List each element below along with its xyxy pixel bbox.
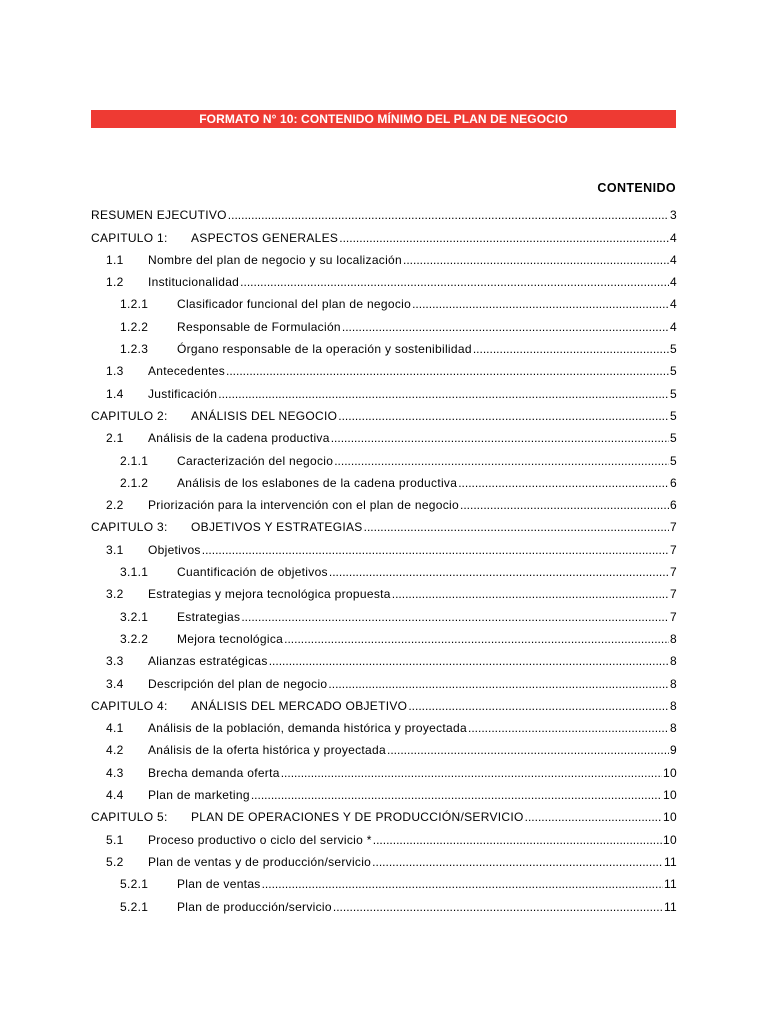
toc-entry-page: 7: [670, 609, 677, 624]
toc-entry-page: 8: [670, 631, 677, 646]
toc-entry-number: 2.1.1: [120, 453, 149, 468]
toc-entry-page: 7: [670, 587, 677, 602]
toc-entry-page: 8: [670, 721, 677, 736]
toc-entry[interactable]: [91, 601, 677, 623]
toc-entry[interactable]: [91, 311, 677, 333]
toc-entry[interactable]: [91, 579, 677, 601]
toc-entry-title: Proceso productivo o ciclo del servicio *: [148, 832, 372, 847]
toc-leader-dots: [269, 654, 669, 668]
toc-entry-title: Alianzas estratégicas: [148, 654, 268, 669]
toc-leader-dots: [262, 877, 663, 891]
form-title-banner: FORMATO N° 10: CONTENIDO MÍNIMO DEL PLAN DE NEGOCIO: [91, 110, 676, 128]
toc-entry-title: Cuantificación de objetivos: [177, 565, 328, 580]
toc-entry-title: Priorización para la intervención con el plan de negocio: [148, 498, 459, 513]
toc-entry-number: 1.1: [106, 252, 124, 267]
toc-entry-title: Estrategias y mejora tecnológica propuesta: [148, 587, 391, 602]
toc-entry-title: Caracterización del negocio: [177, 453, 334, 468]
toc-entry-page: 4: [670, 319, 677, 334]
toc-entry-number: 3.2.2: [120, 631, 149, 646]
toc-entry-page: 10: [663, 765, 677, 780]
toc-entry[interactable]: [91, 334, 677, 356]
toc-entry-title: Análisis de la oferta histórica y proyectada: [148, 743, 386, 758]
toc-entry-number: 2.2: [106, 498, 124, 513]
toc-entry[interactable]: [91, 557, 677, 579]
toc-entry-page: 10: [663, 810, 677, 825]
toc-entry-page: 5: [670, 408, 677, 423]
toc-entry-number: 1.2: [106, 275, 124, 290]
toc-entry-page: 8: [670, 698, 677, 713]
toc-entry-number: CAPITULO 1:: [91, 230, 168, 245]
toc-entry-page: 7: [670, 542, 677, 557]
toc-leader-dots: [329, 565, 669, 579]
toc-entry[interactable]: [91, 534, 677, 556]
toc-entry-title: Clasificador funcional del plan de negocio: [177, 297, 412, 312]
toc-entry-title: Antecedentes: [148, 364, 225, 379]
toc-entry-page: 5: [670, 342, 677, 357]
toc-entry-title: Brecha demanda oferta: [148, 765, 280, 780]
toc-entry-number: 4.2: [106, 743, 124, 758]
toc-leader-dots: [281, 766, 662, 780]
toc-leader-dots: [218, 387, 669, 401]
toc-entry-title: Nombre del plan de negocio y su localización: [148, 252, 403, 267]
toc-leader-dots: [473, 342, 669, 356]
toc-entry-title: PLAN DE OPERACIONES Y DE PRODUCCIÓN/SERVICIO: [191, 810, 524, 825]
toc-leader-dots: [403, 253, 669, 267]
toc-leader-dots: [228, 208, 669, 222]
toc-entry-page: 7: [670, 520, 677, 535]
toc-entry[interactable]: [91, 356, 677, 378]
toc-entry-title: Objetivos: [148, 542, 201, 557]
toc-heading: CONTENIDO: [597, 181, 676, 195]
toc-entry-page: 6: [670, 475, 677, 490]
toc-entry-title: Órgano responsable de la operación y sostenibilidad: [177, 342, 472, 357]
toc-entry-page: 8: [670, 654, 677, 669]
toc-entry-number: 3.1.1: [120, 565, 149, 580]
toc-entry-number: 1.3: [106, 364, 124, 379]
toc-entry[interactable]: [91, 423, 677, 445]
toc-entry-number: 3.4: [106, 676, 124, 691]
toc-leader-dots: [373, 833, 662, 847]
toc-leader-dots: [525, 810, 662, 824]
toc-entry[interactable]: [91, 713, 677, 735]
toc-entry-title: Institucionalidad: [148, 275, 240, 290]
toc-entry[interactable]: [91, 490, 677, 512]
toc-entry-number: CAPITULO 4:: [91, 698, 168, 713]
toc-entry-page: 10: [663, 788, 677, 803]
toc-leader-dots: [458, 476, 669, 490]
toc-entry[interactable]: [91, 245, 677, 267]
toc-entry-title: Descripción del plan de negocio: [148, 676, 328, 691]
toc-leader-dots: [408, 699, 669, 713]
toc-entry-page: 8: [670, 676, 677, 691]
toc-entry[interactable]: [91, 646, 677, 668]
toc-entry-number: CAPITULO 2:: [91, 408, 168, 423]
toc-entry[interactable]: [91, 512, 677, 534]
toc-entry[interactable]: [91, 200, 677, 222]
toc-entry[interactable]: [91, 869, 677, 891]
toc-entry-number: 5.2: [106, 854, 124, 869]
toc-entry[interactable]: [91, 445, 677, 467]
toc-leader-dots: [339, 231, 669, 245]
toc-leader-dots: [334, 454, 669, 468]
toc-leader-dots: [202, 543, 669, 557]
toc-entry[interactable]: [91, 891, 677, 913]
toc-entry-number: 5.2.1: [120, 877, 149, 892]
toc-entry-page: 11: [663, 877, 677, 892]
toc-entry-page: 11: [663, 854, 677, 869]
toc-entry[interactable]: [91, 267, 677, 289]
toc-leader-dots: [468, 721, 669, 735]
toc-leader-dots: [372, 855, 663, 869]
toc-entry[interactable]: [91, 668, 677, 690]
toc-entry[interactable]: [91, 401, 677, 423]
toc-leader-dots: [412, 297, 669, 311]
toc-entry-number: 5.1: [106, 832, 124, 847]
toc-entry-page: 11: [663, 899, 677, 914]
toc-entry-page: 10: [663, 832, 677, 847]
toc-entry-page: 5: [670, 431, 677, 446]
toc-entry[interactable]: [91, 757, 677, 779]
toc-entry-title: Justificación: [148, 386, 218, 401]
toc-leader-dots: [251, 788, 662, 802]
toc-entry[interactable]: [91, 780, 677, 802]
toc-entry-number: 1.2.1: [120, 297, 149, 312]
toc-leader-dots: [392, 587, 669, 601]
toc-entry-number: 2.1: [106, 431, 124, 446]
toc-leader-dots: [338, 409, 669, 423]
toc-entry-page: 9: [670, 743, 677, 758]
toc-entry[interactable]: [91, 222, 677, 244]
toc-entry-number: 3.1: [106, 542, 124, 557]
toc-entry-number: 3.3: [106, 654, 124, 669]
toc-entry-page: 4: [670, 297, 677, 312]
toc-entry-title: Mejora tecnológica: [177, 631, 284, 646]
toc-entry-number: 1.2.2: [120, 319, 149, 334]
toc-entry-number: 5.2.1: [120, 899, 149, 914]
toc-entry-page: 4: [670, 275, 677, 290]
toc-entry-title: Análisis de la cadena productiva: [148, 431, 330, 446]
toc-entry-title: OBJETIVOS Y ESTRATEGIAS: [191, 520, 363, 535]
toc-entry[interactable]: [91, 378, 677, 400]
toc-entry-title: Plan de marketing: [148, 788, 250, 803]
toc-entry-title: ANÁLISIS DEL MERCADO OBJETIVO: [191, 698, 408, 713]
toc-entry-number: 2.1.2: [120, 475, 149, 490]
toc-entry-number: 4.3: [106, 765, 124, 780]
toc-leader-dots: [333, 900, 663, 914]
toc-entry[interactable]: [91, 691, 677, 713]
toc-entry-title: Plan de producción/servicio: [177, 899, 332, 914]
toc-entry-page: 5: [670, 364, 677, 379]
toc-entry-page: 3: [670, 208, 677, 223]
toc-entry-title: RESUMEN EJECUTIVO: [91, 208, 227, 223]
toc-entry-title: Análisis de los eslabones de la cadena productiva: [177, 475, 458, 490]
toc-leader-dots: [240, 275, 669, 289]
toc-entry[interactable]: [91, 802, 677, 824]
toc-leader-dots: [241, 610, 669, 624]
toc-leader-dots: [226, 364, 669, 378]
toc-leader-dots: [364, 520, 669, 534]
toc-entry-title: ANÁLISIS DEL NEGOCIO: [191, 408, 338, 423]
toc-entry-number: 3.2: [106, 587, 124, 602]
toc-entry[interactable]: [91, 468, 677, 490]
toc-entry-page: 5: [670, 386, 677, 401]
toc-entry-number: CAPITULO 5:: [91, 810, 168, 825]
table-of-contents: [91, 200, 677, 914]
toc-entry-title: Plan de ventas y de producción/servicio: [148, 854, 372, 869]
toc-entry-title: Plan de ventas: [177, 877, 261, 892]
toc-entry[interactable]: [91, 735, 677, 757]
toc-entry[interactable]: [91, 824, 677, 846]
toc-entry-page: 4: [670, 230, 677, 245]
toc-leader-dots: [284, 632, 669, 646]
toc-entry-page: 6: [670, 498, 677, 513]
toc-entry-page: 5: [670, 453, 677, 468]
toc-entry-number: 1.4: [106, 386, 124, 401]
toc-entry-title: ASPECTOS GENERALES: [191, 230, 339, 245]
toc-entry[interactable]: [91, 847, 677, 869]
toc-leader-dots: [387, 743, 669, 757]
toc-entry[interactable]: [91, 289, 677, 311]
toc-entry-number: 4.4: [106, 788, 124, 803]
toc-leader-dots: [331, 431, 669, 445]
toc-entry-number: 4.1: [106, 721, 124, 736]
toc-entry-page: 7: [670, 565, 677, 580]
toc-leader-dots: [342, 320, 669, 334]
toc-entry-page: 4: [670, 252, 677, 267]
toc-entry[interactable]: [91, 624, 677, 646]
toc-entry-title: Responsable de Formulación: [177, 319, 341, 334]
toc-entry-number: 3.2.1: [120, 609, 149, 624]
toc-entry-number: CAPITULO 3:: [91, 520, 168, 535]
toc-entry-title: Análisis de la población, demanda histórica y proyectada: [148, 721, 467, 736]
toc-entry-number: 1.2.3: [120, 342, 149, 357]
toc-entry-title: Estrategias: [177, 609, 241, 624]
toc-leader-dots: [328, 677, 669, 691]
toc-leader-dots: [460, 498, 669, 512]
